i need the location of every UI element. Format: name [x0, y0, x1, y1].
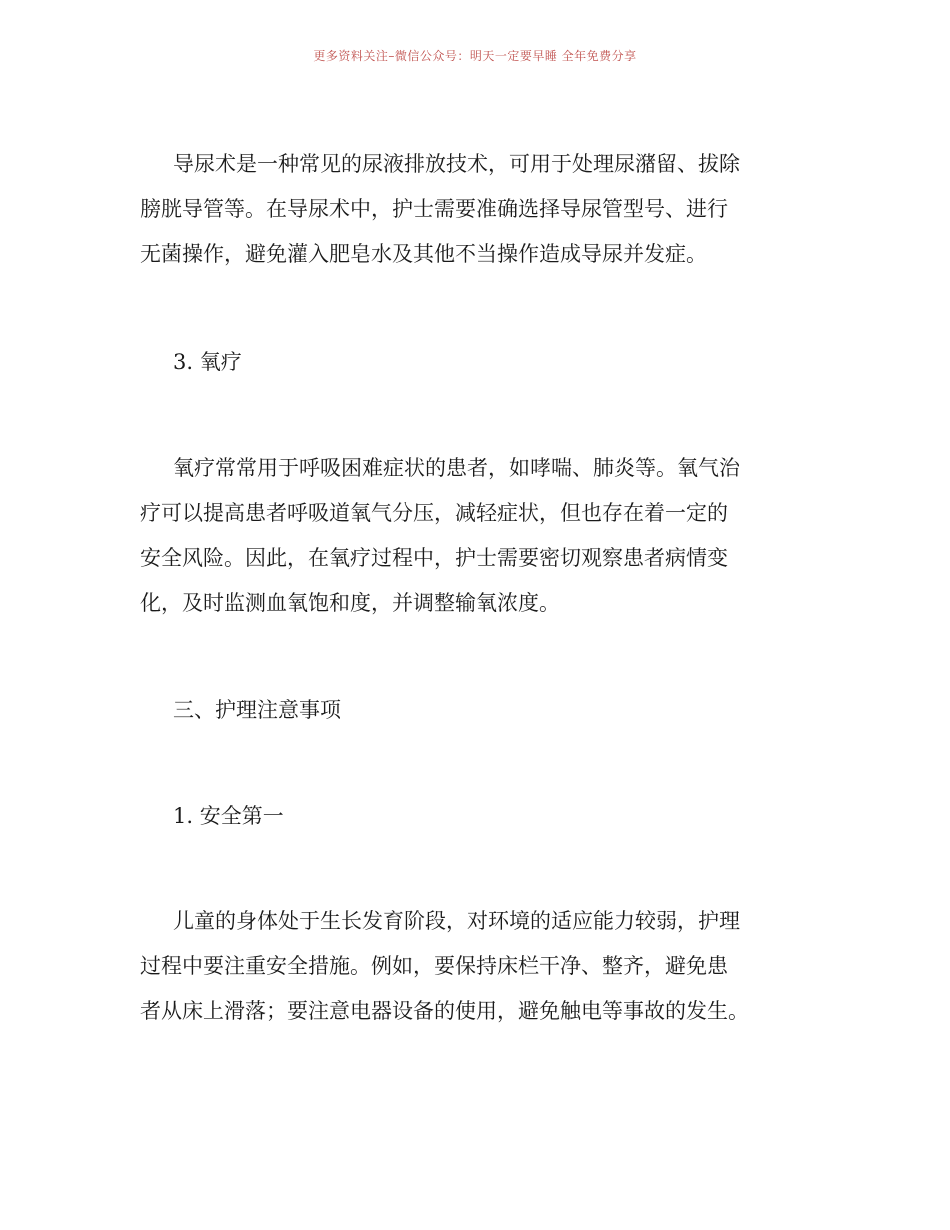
- header-note: 更多资料关注–微信公众号：明天一定要早睡 全年免费分享: [313, 49, 637, 63]
- paragraph-line: 疗可以提高患者呼吸道氧气分压，减轻症状，但也存在着一定的: [140, 501, 728, 525]
- paragraph-line: 过程中要注重安全措施。例如，要保持床栏干净、整齐，避免患: [140, 954, 728, 978]
- paragraph-line: 膀胱导管等。在导尿术中，护士需要准确选择导尿管型号、进行: [140, 197, 728, 221]
- paragraph-catheterization: [140, 142, 820, 277]
- paragraph-line: 无菌操作，避免灌入肥皂水及其他不当操作造成导尿并发症。: [140, 242, 707, 266]
- paragraph-line: 氧疗常常用于呼吸困难症状的患者，如哮喘、肺炎等。氧气治: [173, 456, 740, 480]
- paragraph-line: 安全风险。因此，在氧疗过程中，护士需要密切观察患者病情变: [140, 546, 728, 570]
- heading-safety-first: 1. 安全第一: [173, 804, 284, 828]
- paragraph-line: 化，及时监测血氧饱和度，并调整输氧浓度。: [140, 591, 560, 615]
- paragraph-line: 儿童的身体处于生长发育阶段，对环境的适应能力较弱，护理: [173, 909, 740, 933]
- paragraph-oxygen-therapy: [140, 446, 820, 626]
- paragraph-line: 者从床上滑落；要注意电器设备的使用，避免触电等事故的发生。: [140, 999, 749, 1023]
- paragraph-line: 导尿术是一种常见的尿液排放技术，可用于处理尿潴留、拔除: [173, 152, 740, 176]
- heading-oxygen-therapy: 3. 氧疗: [173, 350, 242, 374]
- paragraph-safety: [140, 899, 820, 1034]
- heading-nursing-notes: 三、护理注意事项: [173, 698, 341, 722]
